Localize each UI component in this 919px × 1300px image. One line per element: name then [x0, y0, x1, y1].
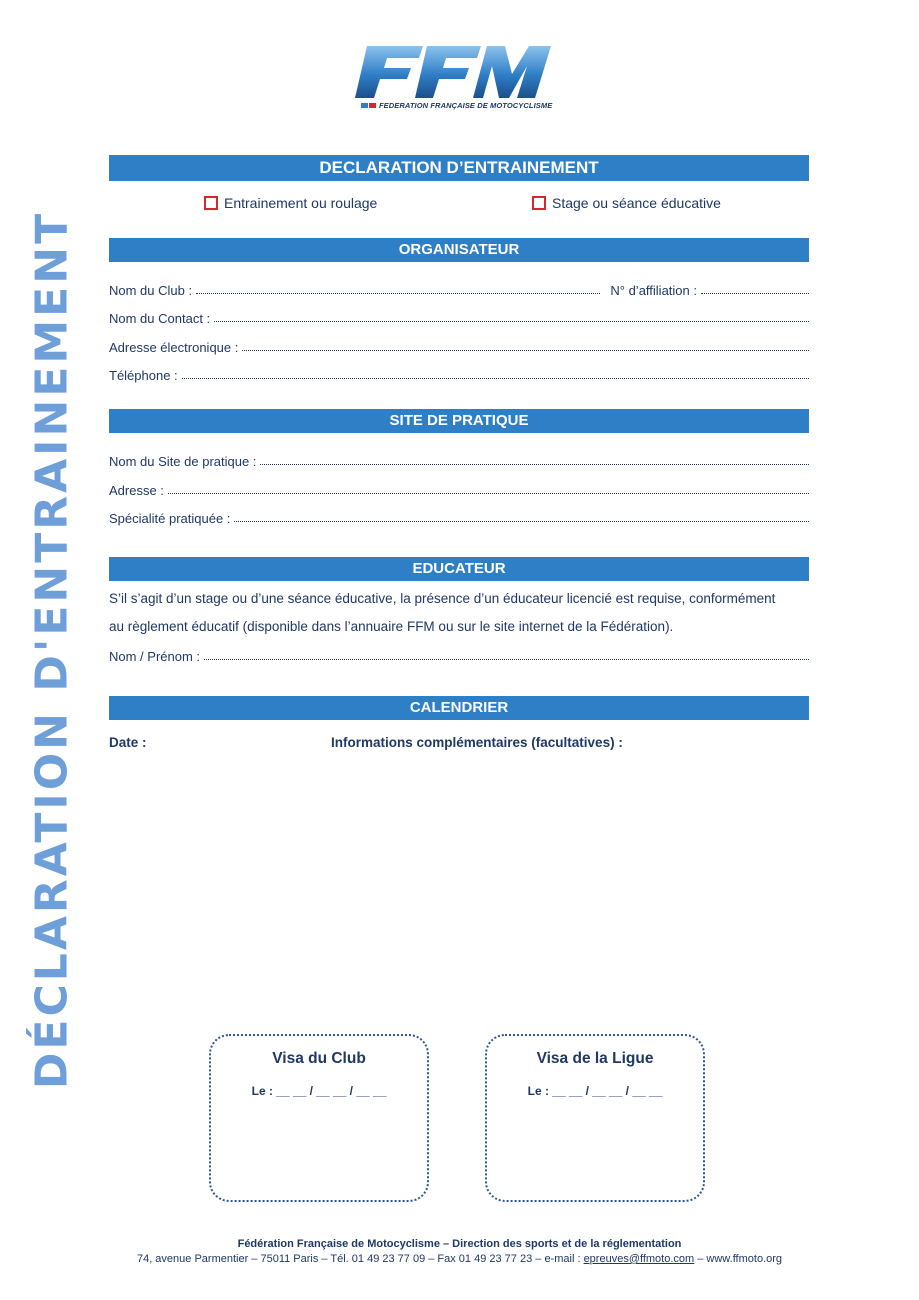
visa-ligue-date: Le : __ __ / __ __ / __ __ — [527, 1084, 663, 1098]
ffm-logo — [349, 44, 554, 114]
phone-field[interactable] — [182, 377, 809, 379]
club-row — [109, 280, 809, 298]
visa-club-date: Le : __ __ / __ __ / __ __ — [251, 1084, 387, 1098]
phone-label: Téléphone : — [109, 368, 178, 383]
footer-line-1: Fédération Française de Motocyclisme – Direction des sports et de la réglementation — [237, 1238, 682, 1250]
specialty-label: Spécialité pratiquée : — [109, 511, 231, 526]
club-field[interactable] — [196, 292, 600, 294]
educateur-name-row — [109, 646, 809, 664]
site-name-field[interactable] — [260, 463, 809, 465]
affiliation-label: N° d’affiliation : — [610, 283, 697, 298]
email-label: Adresse électronique : — [109, 340, 239, 355]
logo-subtitle: FEDERATION FRANÇAISE DE MOTOCYCLISME — [379, 101, 553, 110]
site-address-field[interactable] — [168, 492, 809, 494]
educateur-name-field[interactable] — [204, 658, 809, 660]
club-label: Nom du Club : — [109, 283, 193, 298]
main-title: DECLARATION D’ENTRAINEMENT — [109, 155, 809, 181]
info-label: Informations complémentaires (facultatives) : — [331, 735, 623, 750]
footer-address: 74, avenue Parmentier – 75011 Paris – Tél. 01 49 23 77 09 – Fax 01 49 23 77 23 – e-mail : — [136, 1253, 584, 1265]
option-stage[interactable] — [532, 195, 721, 211]
section-organisateur: ORGANISATEUR — [109, 238, 809, 262]
ffm-logo-icon — [349, 44, 554, 104]
educateur-text-2: au règlement éducatif (disponible dans l’annuaire FFM ou sur le site internet de la Fédération). — [109, 619, 674, 634]
contact-field[interactable] — [214, 320, 809, 322]
option-entrainement[interactable] — [204, 195, 377, 211]
email-field[interactable] — [242, 349, 809, 351]
specialty-row — [109, 508, 809, 526]
option-label: Stage ou séance éducative — [552, 195, 721, 211]
visa-ligue-box[interactable] — [485, 1034, 705, 1202]
phone-row — [109, 365, 809, 383]
contact-row — [109, 308, 809, 326]
option-label: Entrainement ou roulage — [224, 195, 378, 211]
educateur-name-label: Nom / Prénom : — [109, 649, 201, 664]
section-calendrier: CALENDRIER — [109, 696, 809, 720]
educateur-text-1: S’il s’agit d’un stage ou d’une séance éducative, la présence d’un éducateur licencié est requise, conformément — [109, 591, 776, 606]
visa-club-box[interactable] — [209, 1034, 429, 1202]
email-row — [109, 337, 809, 355]
contact-label: Nom du Contact : — [109, 311, 211, 326]
checkbox-icon[interactable] — [204, 196, 218, 210]
visa-ligue-title: Visa de la Ligue — [536, 1050, 654, 1067]
site-name-row — [109, 451, 809, 469]
checkbox-icon[interactable] — [532, 196, 546, 210]
footer-website: – www.ffmoto.org — [694, 1253, 783, 1265]
site-name-label: Nom du Site de pratique : — [109, 454, 257, 469]
visa-club-title: Visa du Club — [272, 1050, 366, 1067]
section-site: SITE DE PRATIQUE — [109, 409, 809, 433]
site-address-label: Adresse : — [109, 483, 164, 498]
footer-email-link[interactable]: epreuves@ffmoto.com — [583, 1253, 695, 1265]
affiliation-field[interactable] — [701, 292, 809, 294]
site-address-row — [109, 480, 809, 498]
footer-line-2 — [0, 1253, 919, 1265]
section-educateur: EDUCATEUR — [109, 557, 809, 581]
specialty-field[interactable] — [234, 520, 809, 522]
date-label: Date : — [109, 735, 147, 750]
side-title: DÉCLARATION D'ENTRAINEMENT — [26, 210, 78, 1090]
